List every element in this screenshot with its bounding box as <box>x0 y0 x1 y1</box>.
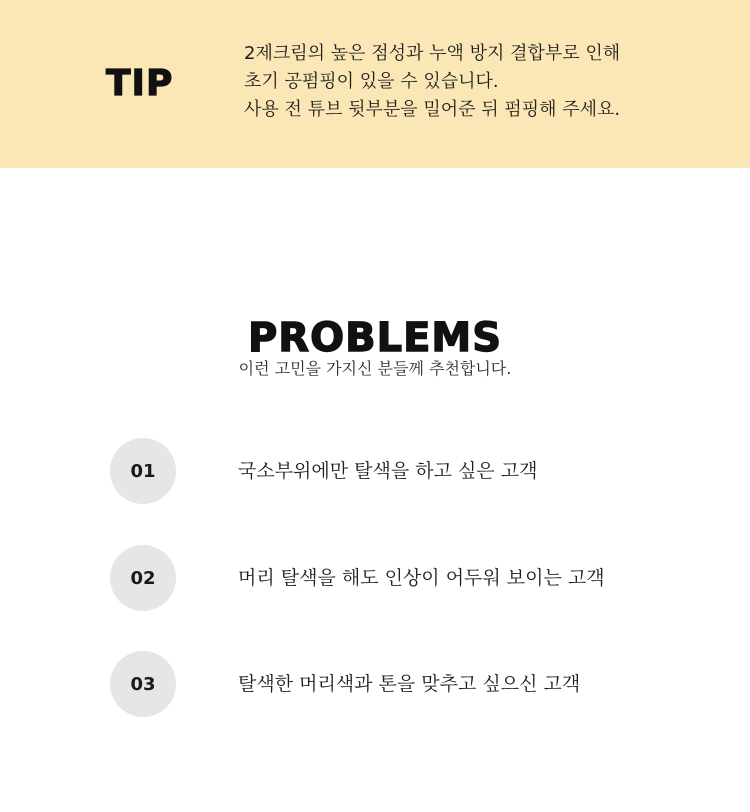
problem-item <box>0 651 750 717</box>
problem-number-badge: 03 <box>110 651 176 717</box>
problem-text: 머리 탈색을 해도 인상이 어두워 보이는 고객 <box>238 567 605 589</box>
tip-line: 2제크림의 높은 점성과 누액 방지 결합부로 인해 <box>244 43 621 64</box>
problem-item <box>0 545 750 611</box>
problem-text: 국소부위에만 탈색을 하고 싶은 고객 <box>238 460 538 482</box>
problem-text: 탈색한 머리색과 톤을 맞추고 싶으신 고객 <box>238 673 581 695</box>
tip-line: 초기 공펌핑이 있을 수 있습니다. <box>244 71 499 92</box>
problems-heading: PROBLEMS <box>247 315 503 362</box>
problem-number-badge: 02 <box>110 545 176 611</box>
problem-number-badge: 01 <box>110 438 176 504</box>
problem-item <box>0 438 750 504</box>
problems-subtitle: 이런 고민을 가지신 분들께 추천합니다. <box>238 359 512 378</box>
tip-line: 사용 전 튜브 뒷부분을 밀어준 뒤 펌핑해 주세요. <box>244 99 621 120</box>
tip-title: TIP <box>106 63 174 104</box>
